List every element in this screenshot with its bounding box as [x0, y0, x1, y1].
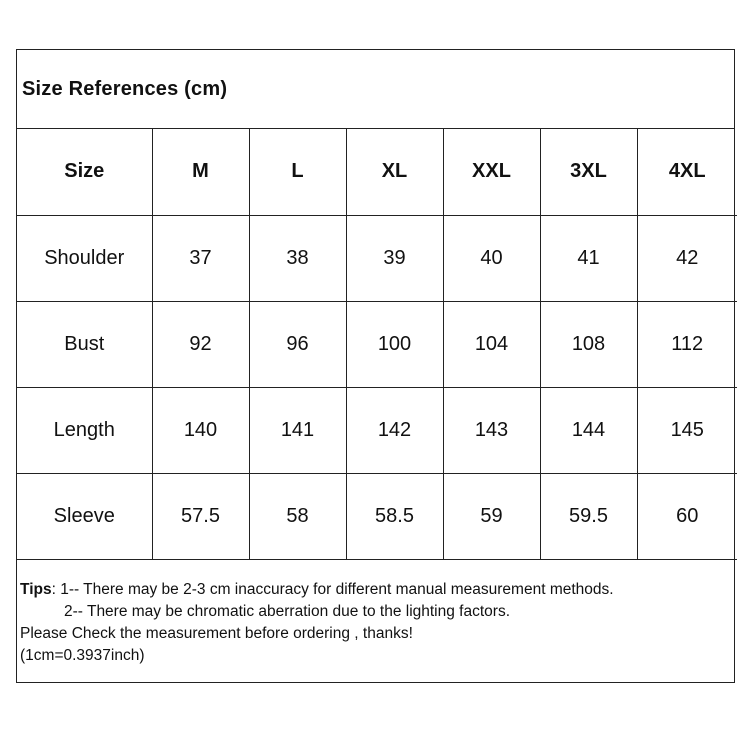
table-row-shoulder	[17, 215, 737, 301]
table-cell: 38	[249, 215, 346, 301]
table-cell: 40	[443, 215, 540, 301]
table-cell: 37	[152, 215, 249, 301]
table-cell: 92	[152, 301, 249, 387]
size-table	[17, 129, 737, 560]
size-chart	[16, 49, 735, 683]
table-cell: 57.5	[152, 473, 249, 559]
table-cell: 96	[249, 301, 346, 387]
row-label: Shoulder	[17, 215, 152, 301]
table-cell: 59.5	[540, 473, 637, 559]
header-cell-xl: XL	[346, 129, 443, 215]
row-label: Length	[17, 387, 152, 473]
check-note: Please Check the measurement before ordering , thanks!	[20, 625, 413, 642]
table-cell: 100	[346, 301, 443, 387]
table-header-row	[17, 129, 737, 215]
table-cell: 59	[443, 473, 540, 559]
header-cell-size: Size	[17, 129, 152, 215]
table-cell: 39	[346, 215, 443, 301]
table-cell: 143	[443, 387, 540, 473]
header-cell-l: L	[249, 129, 346, 215]
header-cell-m: M	[152, 129, 249, 215]
tip-text-1: : 1-- There may be 2-3 cm inaccuracy for different manual measurement methods.	[51, 581, 614, 598]
table-cell: 58	[249, 473, 346, 559]
table-cell: 112	[637, 301, 737, 387]
table-cell: 60	[637, 473, 737, 559]
table-cell: 145	[637, 387, 737, 473]
row-label: Bust	[17, 301, 152, 387]
table-cell: 104	[443, 301, 540, 387]
header-cell-xxl: XXL	[443, 129, 540, 215]
row-label: Sleeve	[17, 473, 152, 559]
table-cell: 141	[249, 387, 346, 473]
conversion-note: (1cm=0.3937inch)	[20, 647, 145, 664]
chart-title: Size References (cm)	[22, 78, 228, 100]
table-cell: 41	[540, 215, 637, 301]
header-cell-4xl: 4XL	[637, 129, 737, 215]
header-cell-3xl: 3XL	[540, 129, 637, 215]
tip-line-2: 2-- There may be chromatic aberration due to the lighting factors.	[64, 603, 510, 620]
table-cell: 140	[152, 387, 249, 473]
notes-block	[20, 579, 614, 667]
table-row-length	[17, 387, 737, 473]
table-cell: 58.5	[346, 473, 443, 559]
tips-label: Tips	[20, 581, 52, 598]
table-cell: 142	[346, 387, 443, 473]
table-row-bust	[17, 301, 737, 387]
chart-title-bar	[17, 50, 734, 129]
table-cell: 144	[540, 387, 637, 473]
table-cell: 108	[540, 301, 637, 387]
tip-line-1	[20, 579, 614, 601]
table-row-sleeve	[17, 473, 737, 559]
table-cell: 42	[637, 215, 737, 301]
